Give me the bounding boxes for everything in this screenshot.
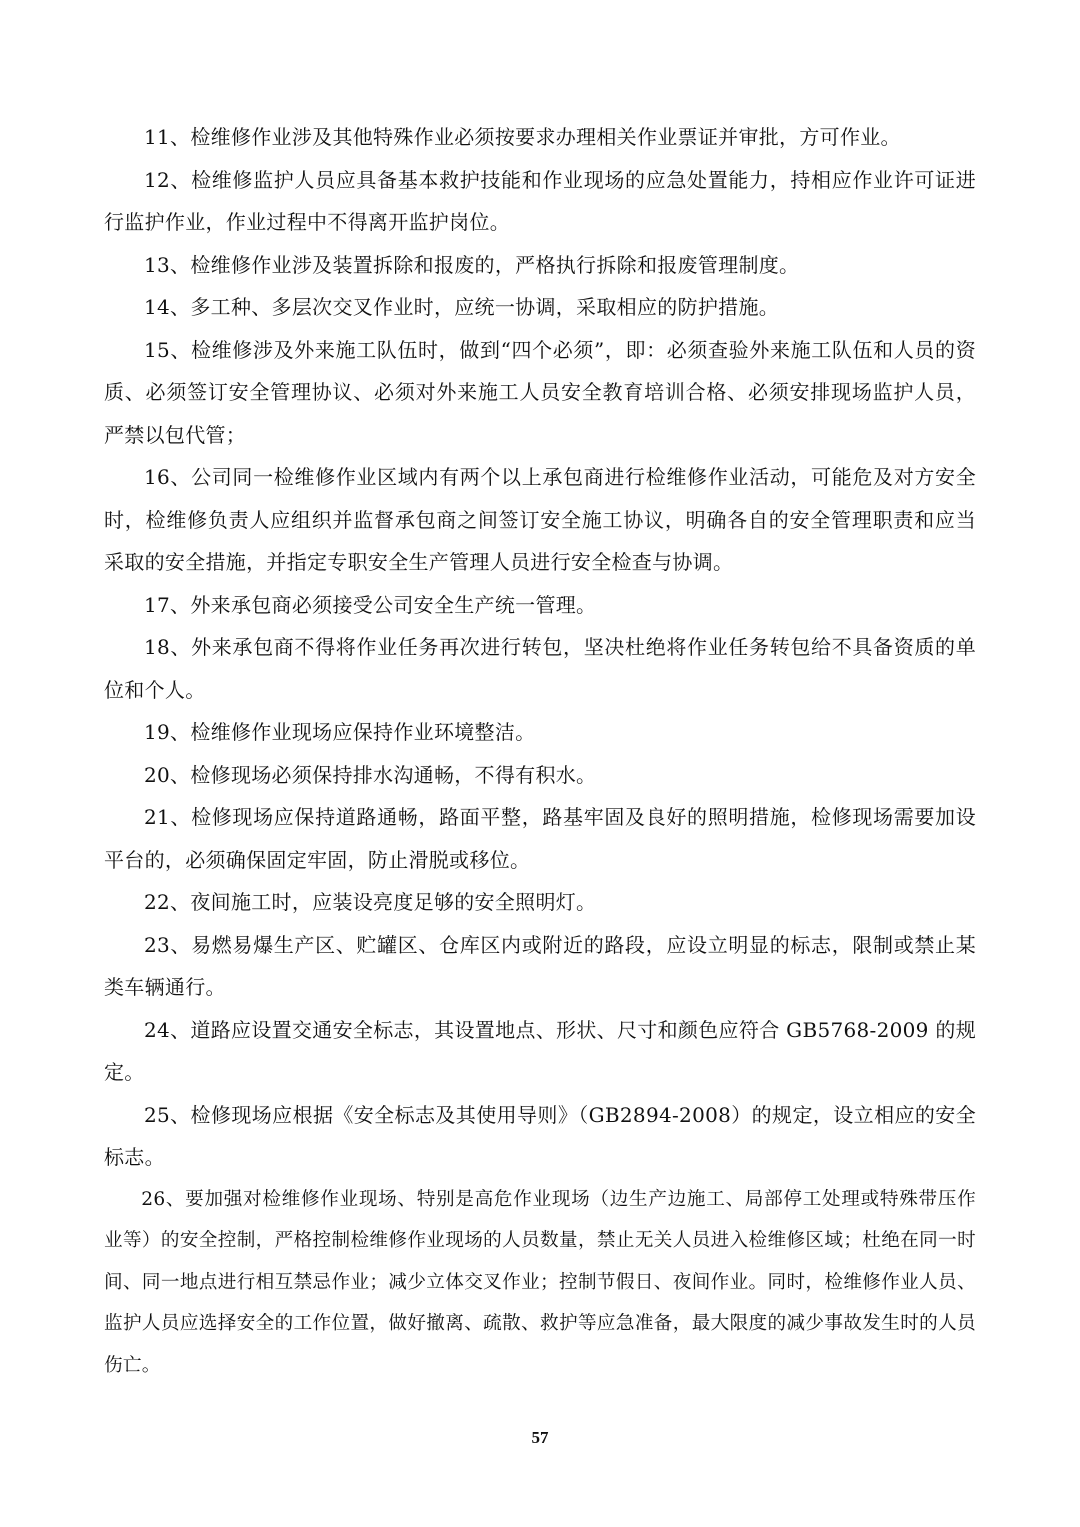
paragraph-21: 21、检修现场应保持道路通畅，路面平整，路基牢固及良好的照明措施，检修现场需要加设平台的，必须确保固定牢固，防止滑脱或移位。: [104, 805, 976, 872]
paragraph-26: 26、要加强对检维修作业现场、特别是高危作业现场（边生产边施工、局部停工处理或特殊带压作业等）的安全控制，严格控制检维修作业现场的人员数量，禁止无关人员进入检维修区域；杜绝在同一时间、同一地点进行相互禁忌作业；减少立体交叉作业；控制节假日、夜间作业。同时，检维修作业人员、监护人员应选择安全的工作位置，做好撤离、疏散、救护等应急准备，最大限度的减少事故发生时的人员伤亡。: [104, 1188, 976, 1376]
paragraph-23: 23、易燃易爆生产区、贮罐区、仓库区内或附近的路段，应设立明显的标志，限制或禁止某类车辆通行。: [104, 932, 976, 999]
paragraph-22: 22、夜间施工时，应装设亮度足够的安全照明灯。: [144, 890, 597, 914]
paragraph-15: 15、检维修涉及外来施工队伍时，做到“四个必须”，即：必须查验外来施工队伍和人员的资质、必须签订安全管理协议、必须对外来施工人员安全教育培训合格、必须安排现场监护人员，严禁以包代管；: [104, 337, 976, 447]
paragraph-14: 14、多工种、多层次交叉作业时，应统一协调，采取相应的防护措施。: [144, 295, 780, 319]
paragraph-20: 20、检修现场必须保持排水沟通畅，不得有积水。: [144, 762, 597, 787]
paragraph-16: 16、公司同一检维修作业区域内有两个以上承包商进行检维修作业活动，可能危及对方安全时，检维修负责人应组织并监督承包商之间签订安全施工协议，明确各自的安全管理职责和应当采取的安全措施，并指定专职安全生产管理人员进行安全检查与协调。: [104, 465, 976, 574]
paragraph-24: 24、道路应设置交通安全标志，其设置地点、形状、尺寸和颜色应符合 GB5768-2009 的规定。: [104, 1017, 976, 1084]
paragraph-17: 17、外来承包商必须接受公司安全生产统一管理。: [144, 592, 597, 617]
document-body: [104, 116, 976, 1386]
paragraph-19: 19、检维修作业现场应保持作业环境整洁。: [144, 720, 536, 744]
paragraph-12: 12、检维修监护人员应具备基本救护技能和作业现场的应急处置能力，持相应作业许可证进行监护作业，作业过程中不得离开监护岗位。: [104, 167, 976, 234]
page-number: 57: [531, 1428, 549, 1447]
paragraph-11: 11、检维修作业涉及其他特殊作业必须按要求办理相关作业票证并审批，方可作业。: [144, 125, 901, 149]
paragraph-13: 13、检维修作业涉及装置拆除和报废的，严格执行拆除和报废管理制度。: [144, 252, 800, 277]
paragraph-25: 25、检修现场应根据《安全标志及其使用导则》（GB2894-2008）的规定，设立相应的安全标志。: [104, 1102, 976, 1169]
paragraph-18: 18、外来承包商不得将作业任务再次进行转包，坚决杜绝将作业任务转包给不具备资质的单位和个人。: [104, 635, 976, 702]
